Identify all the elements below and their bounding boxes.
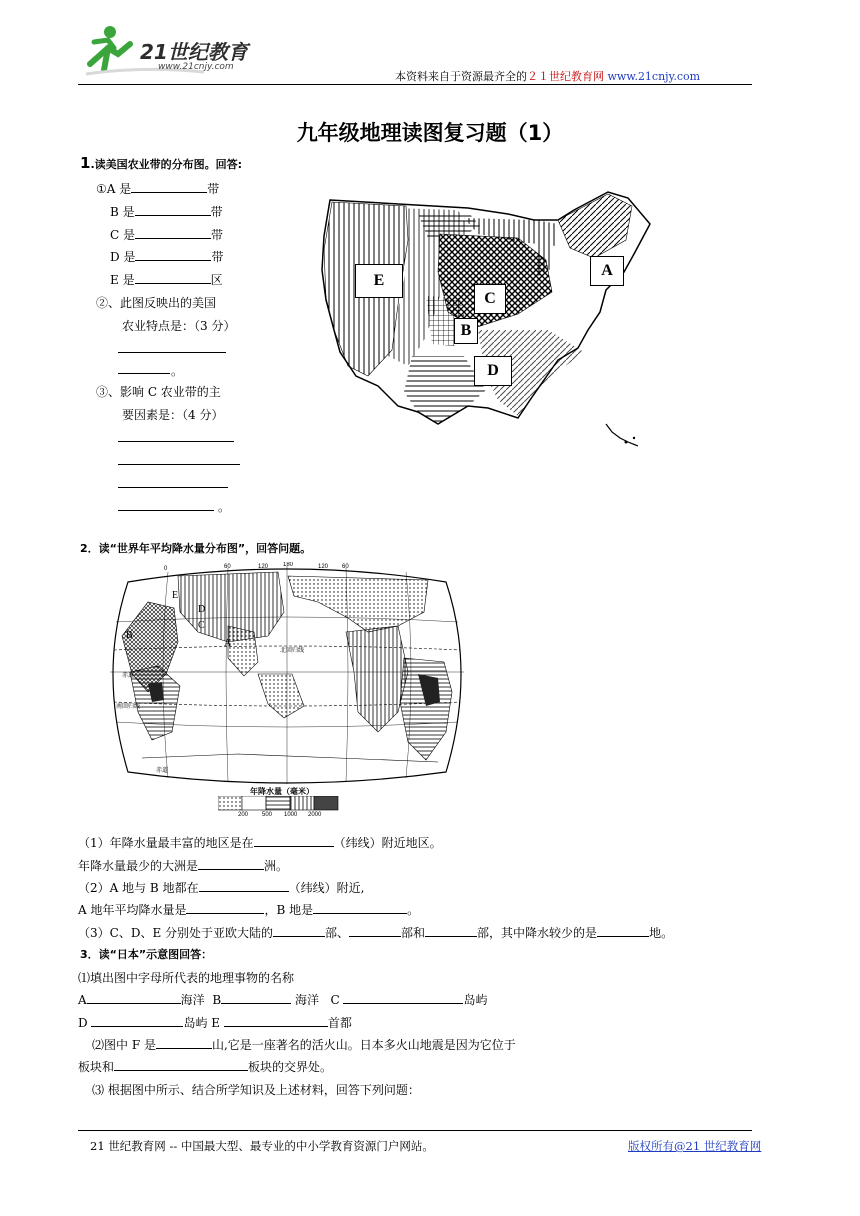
legend-tick: 500 <box>262 812 273 818</box>
q1-prompt: 1.读美国农业带的分布图。回答: <box>80 154 243 172</box>
map-label-e: E <box>355 264 403 298</box>
answer-blank[interactable] <box>135 272 211 284</box>
map-letter-c: C <box>198 620 205 631</box>
q3-sub2-cont: 板块和 板块的交界处。 <box>78 1060 333 1074</box>
answer-line[interactable] <box>118 464 240 465</box>
q3-sub2: ⑵图中 F 是 山,它是一座著名的活火山。日本多火山地震是因为它位于 <box>92 1038 516 1052</box>
longitude-label: 60 <box>224 564 231 570</box>
answer-blank[interactable] <box>199 880 289 892</box>
answer-blank[interactable] <box>135 227 211 239</box>
q1-item-d: D 是 带 <box>110 250 224 264</box>
q1-item-c: C 是 带 <box>110 228 224 242</box>
longitude-label: 0 <box>164 566 168 572</box>
footer-copyright-link[interactable]: 版权所有@21 世纪教育网 <box>628 1139 762 1153</box>
footer-text: 21 世纪教育网 -- 中国最大型、最专业的中小学教育资源门户网站。 <box>90 1139 434 1153</box>
answer-blank[interactable] <box>91 1015 183 1027</box>
label-equator-bottom: 赤道 <box>156 768 169 774</box>
site-logo <box>84 22 284 80</box>
longitude-label: 180 <box>283 562 294 568</box>
legend-tick: 200 <box>238 812 249 818</box>
q3-prompt: 3．读“日本”示意图回答： <box>80 948 213 961</box>
q2-line2: 年降水量最少的大洲是 洲。 <box>78 859 289 873</box>
longitude-label: 60 <box>342 564 349 570</box>
source-url[interactable]: www.21cnjy.com <box>607 70 701 83</box>
answer-blank[interactable] <box>87 992 181 1004</box>
q2-line4: A 地年平均降水量是 ，B 地是 。 <box>78 903 420 917</box>
answer-blank[interactable] <box>186 902 264 914</box>
answer-blank[interactable] <box>273 925 325 937</box>
answer-blank[interactable] <box>425 925 477 937</box>
map-label-b: B <box>454 318 478 344</box>
legend-swatches <box>218 796 342 812</box>
q2-line3: （2）A 地与 B 地都在 （纬线）附近, <box>78 881 365 895</box>
longitude-label: 120 <box>258 564 269 570</box>
q1-item-a: ①A 是 带 <box>96 182 220 196</box>
q1-sub3-line2: 要因素是：（4 分） <box>122 408 224 422</box>
answer-line[interactable] <box>118 352 226 353</box>
header-source <box>395 68 700 84</box>
world-map-figure <box>108 562 466 824</box>
legend-tick: 2000 <box>308 812 322 818</box>
q1-sub3-end: 。 <box>218 500 231 514</box>
q1-sub3-line1: ③、影响 C 农业带的主 <box>96 385 221 399</box>
q3-line-a-c: A 海洋 B 海洋 C 岛屿 <box>78 993 488 1007</box>
logo-url: www.21cnjy.com <box>158 62 234 72</box>
answer-blank[interactable] <box>597 925 649 937</box>
q3-sub1: ⑴填出图中字母所代表的地理事物的名称 <box>78 971 295 985</box>
map-letter-b: B <box>126 630 133 641</box>
label-south-tropic: 南回归线 <box>116 704 141 710</box>
map-letter-a: A <box>224 638 232 649</box>
map-letter-e: E <box>172 590 179 601</box>
page-title: 九年级地理读图复习题（1） <box>296 121 564 145</box>
q2-line1: （1）年降水量最丰富的地区是在 （纬线）附近地区。 <box>78 836 442 850</box>
longitude-label: 120 <box>318 564 329 570</box>
answer-blank[interactable] <box>135 204 211 216</box>
answer-line[interactable] <box>118 487 228 488</box>
label-equator-left: 赤道 <box>122 673 135 679</box>
answer-blank[interactable] <box>221 992 291 1004</box>
answer-line[interactable] <box>118 373 170 374</box>
header-divider <box>78 84 752 85</box>
answer-blank[interactable] <box>135 249 211 261</box>
answer-line[interactable] <box>118 441 234 442</box>
q1-sub2-line1: ②、此图反映出的美国 <box>96 296 217 310</box>
world-precipitation-map <box>108 562 466 824</box>
footer-divider <box>78 1130 752 1131</box>
q1-sub2-end: 。 <box>171 364 184 378</box>
legend-title: 年降水量（毫米） <box>250 787 314 796</box>
answer-blank[interactable] <box>349 925 401 937</box>
answer-line[interactable] <box>118 510 214 511</box>
q1-sub2-line2: 农业特点是：（3 分） <box>122 319 236 333</box>
answer-blank[interactable] <box>343 992 463 1004</box>
q1-item-b: B 是 带 <box>110 205 223 219</box>
source-prefix: 本资料来自于资源最齐全的 <box>395 70 527 83</box>
answer-blank[interactable] <box>313 902 407 914</box>
logo-text: 21世纪教育 <box>140 40 248 64</box>
q2-prompt: 2．读“世界年平均降水量分布图”，回答问题。 <box>80 542 312 555</box>
us-agriculture-map <box>308 180 658 448</box>
map-label-c: C <box>474 284 506 314</box>
answer-blank[interactable] <box>131 181 207 193</box>
answer-blank[interactable] <box>156 1037 212 1049</box>
source-site[interactable]: ２１世纪教育网 <box>527 70 604 83</box>
q3-line-d-e: D 岛屿 E 首都 <box>78 1016 352 1030</box>
q1-item-e: E 是 区 <box>110 273 223 287</box>
legend-tick: 1000 <box>284 812 298 818</box>
answer-blank[interactable] <box>224 1015 328 1027</box>
us-map-figure <box>308 180 658 448</box>
answer-blank[interactable] <box>254 835 334 847</box>
q3-sub3: ⑶ 根据图中所示、结合所学知识及上述材料，回答下列问题： <box>92 1083 420 1097</box>
map-letter-d: D <box>198 604 206 615</box>
map-label-a: A <box>590 256 624 286</box>
answer-blank[interactable] <box>198 858 264 870</box>
answer-blank[interactable] <box>114 1059 248 1071</box>
q2-line5: （3）C、D、E 分别处于亚欧大陆的 部、 部和 部，其中降水较少的是 地。 <box>78 926 674 940</box>
label-north-tropic: 北回归线 <box>280 648 305 654</box>
map-label-d: D <box>474 356 512 386</box>
